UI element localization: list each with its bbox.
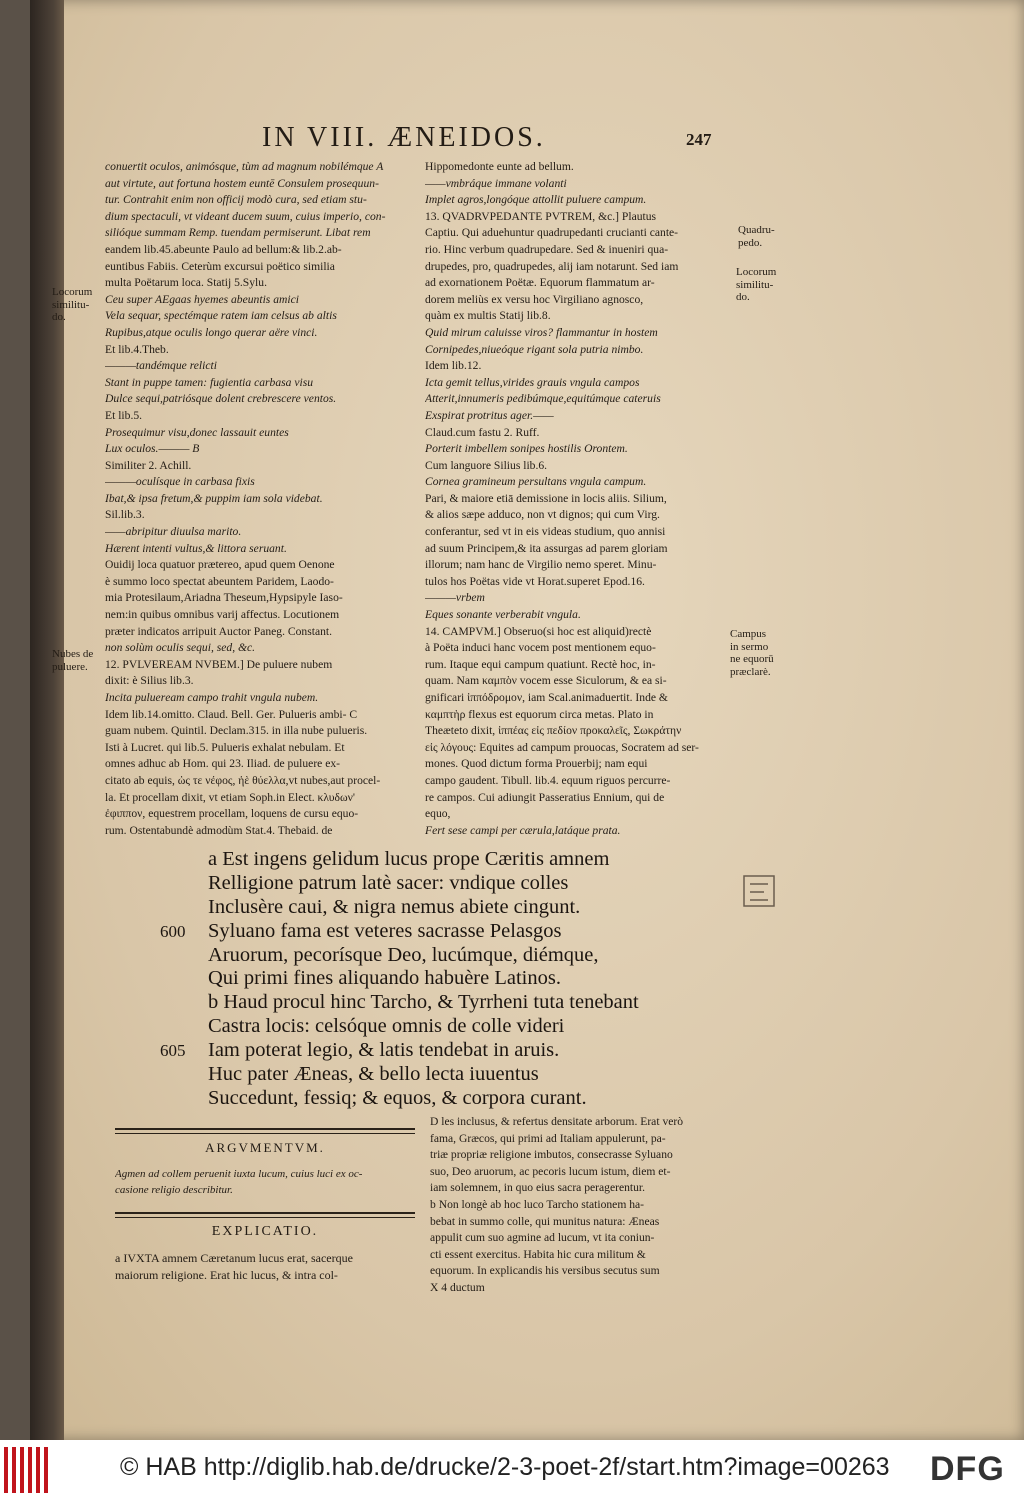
text-line: 12. PVLVEREAM NVBEM.] De puluere nubem bbox=[105, 657, 333, 671]
text-line: campo gaudent. Tibull. lib.4. equum riguos percurre- bbox=[425, 773, 671, 787]
verse-line bbox=[160, 1087, 760, 1111]
page-number: 247 bbox=[686, 130, 712, 149]
verse-line bbox=[160, 920, 760, 944]
text-line: & alios sæpe adduco, non vt dignos; qui cum Virg. bbox=[425, 508, 660, 522]
verse-text: Castra locis: celsóque omnis de colle videri bbox=[208, 1015, 565, 1038]
text-line: 13. QVADRVPEDANTE PVTREM, &c.] Plautus bbox=[425, 209, 657, 223]
verse-line bbox=[160, 991, 760, 1015]
text-line: fama, Græcos, qui primi ad Italiam appulerunt, pa- bbox=[430, 1131, 666, 1145]
verse-line bbox=[160, 848, 760, 872]
verse-line bbox=[160, 967, 760, 991]
text-line: tulos hos Poëtas vide vt Horat.superet Epod.16. bbox=[425, 574, 645, 588]
verse-text: Huc pater Æneas, & bello lecta iuuentus bbox=[208, 1063, 539, 1086]
text-line: Stant in puppe tamen: fugientia carbasa visu bbox=[105, 375, 314, 389]
text-line: conferantur, sed vt in eis videas studium, quo annisi bbox=[425, 525, 666, 539]
verse-number: 600 bbox=[160, 921, 186, 941]
copyright-url[interactable]: © HAB http://diglib.hab.de/drucke/2-3-poet-2f/start.htm?image=00263 bbox=[120, 1453, 890, 1481]
verse-text: Relligione patrum latè sacer: vndique colles bbox=[208, 871, 569, 894]
text-line: cti essent exercitus. Habita hic cura militum & bbox=[430, 1247, 646, 1261]
margin-note-locorum-right: Locorum similitu- do. bbox=[736, 266, 777, 303]
text-line: ——vmbráque immane volanti bbox=[425, 176, 567, 190]
text-line: omnes adhuc ab Hom. qui 23. Iliad. de puluere ex- bbox=[105, 757, 341, 771]
text-line: Vela sequar, spectémque ratem iam celsus ab altis bbox=[105, 309, 337, 323]
text-line: rum. Itaque equi campum quatiunt. Rectè hoc, in- bbox=[425, 657, 656, 671]
right-commentary-column bbox=[425, 159, 731, 839]
text-line: Porterit imbellem sonipes hostilis Orontem. bbox=[425, 442, 628, 456]
text-line: Pari, & maiore etiā demissione in locis aliis. Silium, bbox=[425, 491, 667, 505]
text-line: guam nubem. Quintil. Declam.315. in illa nube pulueris. bbox=[105, 724, 368, 738]
text-line: Isti à Lucret. qui lib.5. Pulueris exhalat nebulam. Et bbox=[105, 740, 345, 754]
verse-number: 605 bbox=[160, 1041, 186, 1061]
text-line: ———tandémque relicti bbox=[105, 359, 217, 373]
verse-text: Syluano fama est veteres sacrasse Pelasgos bbox=[208, 919, 562, 942]
text-line: Et lib.4.Theb. bbox=[105, 342, 169, 356]
text-line: citato ab equis, ὡς τε νέφος, ἠὲ θύελλα,vt nubes,aut procel- bbox=[105, 773, 381, 787]
text-line: tur. Contrahit enim non officij modò cura, sed etiam stu- bbox=[105, 193, 367, 207]
text-line: Hærent intenti vultus,& littora seruant. bbox=[105, 541, 287, 555]
text-line: suo, Deo aruorum, ac pecoris lucum istum, diem et- bbox=[430, 1164, 671, 1178]
text-line: Cornipedes,niueóque rigant sola putria nimbo. bbox=[425, 342, 644, 356]
margin-note-nubes: Nubes de puluere. bbox=[52, 648, 94, 673]
text-line: Idem lib.12. bbox=[425, 359, 482, 373]
verse-text: Aruorum, pecorísque Deo, lucúmque, diémque, bbox=[208, 943, 599, 966]
text-line: à Poëta induci hanc vocem post mentionem equo- bbox=[425, 641, 656, 655]
text-line: Exspirat protritus ager.—— bbox=[425, 408, 554, 422]
text-line: Quid mirum caluisse viros? flammantur in hostem bbox=[425, 325, 658, 339]
text-line: dixit: è Silius lib.3. bbox=[105, 674, 194, 688]
text-line: Ceu super AEgaas hyemes abeuntis amici bbox=[105, 292, 299, 306]
text-line: Implet agros,longóque attollit puluere campum. bbox=[425, 193, 647, 207]
text-line: Captiu. Qui aduehuntur quadrupedanti crucianti cante- bbox=[425, 226, 679, 240]
argumentum-section bbox=[115, 1128, 415, 1284]
text-line: quam. Nam καμπὸν vocem esse Siculorum, & ea si- bbox=[425, 674, 667, 688]
text-line: Theæteto dixit, ἱππέας εἰς πεδίον προκαλεῖς, Σωκράτην bbox=[425, 724, 682, 738]
section-rule bbox=[115, 1212, 415, 1218]
text-line: non solùm oculis sequi, sed, &c. bbox=[105, 641, 256, 655]
text-line: è summo loco spectat abeuntem Paridem, Laodo- bbox=[105, 574, 334, 588]
text-line: Cornea gramineum persultans vngula campum. bbox=[425, 475, 647, 489]
verse-block bbox=[160, 848, 760, 1111]
text-line: multa Poëtarum loca. Statij 5.Sylu. bbox=[105, 276, 267, 290]
verse-text: a Est ingens gelidum lucus prope Cæritis amnem bbox=[208, 848, 610, 870]
text-line: Eques sonante verberabit vngula. bbox=[425, 608, 581, 622]
text-line: Sil.lib.3. bbox=[105, 508, 145, 522]
text-line: la. Et procellam dixit, vt etiam Soph.in Elect. κλυδων' bbox=[105, 790, 355, 804]
text-line: dium spectaculi, vt videant ducem suum, cuius imperio, con- bbox=[105, 209, 386, 223]
margin-note-campus: Campus in sermo ne equorū præclarè. bbox=[730, 628, 774, 678]
text-line: ——abripitur diuulsa marito. bbox=[105, 525, 242, 539]
margin-note-locorum-left: Locorum similitu- do. bbox=[52, 286, 93, 323]
text-line: dorem meliùs ex versu hoc Virgiliano agnosco, bbox=[425, 292, 644, 306]
text-line: conuertit oculos, animósque, tùm ad magnum nobilémque A bbox=[105, 160, 384, 173]
verse-text: Iam poterat legio, & latis tendebat in aruis. bbox=[208, 1039, 560, 1062]
text-line: Prosequimur visu,donec lassauit euntes bbox=[105, 425, 289, 439]
text-line: Ouidij loca quatuor prætereo, apud quem Oenone bbox=[105, 558, 335, 572]
text-line: Dulce sequi,patriósque dolent crebrescere ventos. bbox=[105, 392, 337, 406]
text-line: gnificari ἱππόδρομον, iam Scal.animaduertit. Inde & bbox=[425, 691, 668, 704]
verse-line bbox=[160, 1015, 760, 1039]
color-scale-bar bbox=[4, 1447, 52, 1493]
text-line: Hippomedonte eunte ad bellum. bbox=[425, 160, 574, 173]
text-line: ———vrbem bbox=[425, 591, 485, 605]
argumentum-text-line: casione religio describitur. bbox=[115, 1184, 233, 1196]
text-line: D les inclusus, & refertus densitate arborum. Erat verò bbox=[430, 1115, 684, 1128]
text-line: equo, bbox=[425, 807, 451, 821]
section-rule bbox=[115, 1128, 415, 1134]
explicatio-heading: EXPLICATIO. bbox=[211, 1224, 319, 1239]
text-line: 14. CAMPVM.] Obseruo(si hoc est aliquid)rectè bbox=[425, 624, 652, 638]
text-line: equorum. In explicandis his versibus secutus sum bbox=[430, 1264, 660, 1278]
text-line: bebat in summo colle, qui munitus natura: Æneas bbox=[430, 1214, 660, 1228]
verse-line bbox=[160, 872, 760, 896]
text-line: euntibus Fabiis. Ceterùm excursui poëtico similia bbox=[105, 259, 335, 273]
text-line: Claud.cum fastu 2. Ruff. bbox=[425, 425, 540, 439]
text-line: ἐφιππον, equestrem procellam, loquens de cursu equo- bbox=[105, 807, 359, 821]
text-line: Fert sese campi per cærula,latáque prata. bbox=[425, 823, 621, 837]
text-line: rio. Hinc verbum quadrupedare. Sed & inueniri qua- bbox=[425, 242, 669, 256]
text-line: ———oculísque in carbasa fixis bbox=[105, 475, 255, 489]
text-line: Incita puluerеam campo trahit vngula nubem. bbox=[105, 691, 319, 704]
text-line: Similiter 2. Achill. bbox=[105, 458, 192, 472]
text-line: eandem lib.45.abeunte Paulo ad bellum:& lib.2.ab- bbox=[105, 242, 342, 256]
verse-line bbox=[160, 896, 760, 920]
verse-text: b Haud procul hinc Tarcho, & Tyrrheni tuta tenebant bbox=[208, 991, 639, 1014]
text-line: præter indicatos arripuit Auctor Paneg. Constant. bbox=[105, 624, 333, 638]
text-line: Ibat,& ipsa fretum,& puppim iam sola videbat. bbox=[105, 491, 323, 505]
page-gutter bbox=[30, 0, 64, 1440]
text-line: b Non longè ab hoc luco Tarcho stationem ha- bbox=[430, 1197, 645, 1211]
margin-note-quadrupedo: Quadru- pedo. bbox=[738, 224, 775, 249]
text-line: aut virtute, aut fortuna hostem euntē Consulem prosequun- bbox=[105, 176, 379, 190]
text-line: triæ propriæ religione imbutos, consecrasse Syluano bbox=[430, 1148, 673, 1162]
text-line: Rupibus,atque oculis longo querar aëre vinci. bbox=[105, 325, 318, 339]
text-line: Idem lib.14.omitto. Claud. Bell. Ger. Pulueris ambi- C bbox=[105, 707, 358, 721]
text-line: illorum; nam hanc de Virgilio nemo speret. Minu- bbox=[425, 558, 657, 572]
text-line: iam solemnem, in quo eius sacra peragerentur. bbox=[430, 1181, 646, 1195]
text-line: X 4 ductum bbox=[430, 1280, 485, 1294]
text-line: Icta gemit tellus,virides grauis vngula campos bbox=[425, 375, 640, 389]
text-line: rum. Ostentabundè admodùm Stat.4. Thebaid. de bbox=[105, 823, 333, 837]
text-line: καμπτὴρ flexus est equorum circa metas. Plato in bbox=[425, 707, 654, 721]
text-line: Lux oculos.——— B bbox=[105, 442, 200, 456]
explicatio-continued bbox=[430, 1114, 735, 1297]
text-line: re campos. Cui adiungit Passeratius Ennium, qui de bbox=[425, 790, 665, 804]
running-header: IN VIII. ÆNEIDOS. bbox=[262, 122, 546, 153]
text-line: εἰς λόγους: Equites ad campum prouocas, Socratem ad ser- bbox=[425, 740, 699, 754]
argumentum-text-line: Agmen ad collem peruenit iuxta lucum, cuius luci ex oc- bbox=[115, 1168, 363, 1180]
text-line: ad suum Principem,& ita assurgas ad parem gloriam bbox=[425, 541, 668, 555]
text-line: ad exornationem Poëtæ. Equorum flammatum ar- bbox=[425, 276, 655, 290]
text-line: drupedes, pro, quadrupedes, alij iam notarunt. Sed iam bbox=[425, 259, 679, 273]
text-line: nem:in quibus omnibus varij affectus. Locutionem bbox=[105, 608, 340, 622]
left-commentary-column bbox=[105, 159, 410, 839]
text-line: quàm ex multis Statij lib.8. bbox=[425, 309, 551, 323]
text-line: Et lib.5. bbox=[105, 408, 143, 422]
explicatio-line: a IVXTA amnem Cæretanum lucus erat, sacerque bbox=[115, 1251, 353, 1265]
verse-line bbox=[160, 1039, 760, 1063]
library-stamp bbox=[740, 870, 778, 916]
text-line: mones. Quod dictum forma Prouerbij; nam equi bbox=[425, 757, 648, 771]
text-line: Atterit,innumeris pedibúmque,equitúmque cateruis bbox=[425, 392, 661, 406]
argumentum-heading: ARGVMENTVM. bbox=[205, 1140, 325, 1155]
verse-text: Qui primi fines aliquando habuère Latinos. bbox=[208, 967, 561, 990]
text-line: silióque summam Remp. tuendam permiserunt. Libat rem bbox=[105, 226, 371, 240]
verse-line bbox=[160, 944, 760, 968]
verse-line bbox=[160, 1063, 760, 1087]
verse-text: Succedunt, fessiq; & equos, & corpora curant. bbox=[208, 1086, 587, 1109]
explicatio-line: maiorum religione. Erat hic lucus, & intra col- bbox=[115, 1268, 338, 1282]
text-line: mia Protesilaum,Ariadna Theseum,Hypsipyle Iaso- bbox=[105, 591, 343, 605]
verse-text: Inclusère caui, & nigra nemus abiete cingunt. bbox=[208, 895, 581, 918]
text-line: appulit cum suo agmine ad lucum, vt ita coniun- bbox=[430, 1231, 655, 1245]
dfg-logo: DFG bbox=[930, 1450, 1005, 1488]
text-line: Cum languore Silius lib.6. bbox=[425, 458, 548, 472]
